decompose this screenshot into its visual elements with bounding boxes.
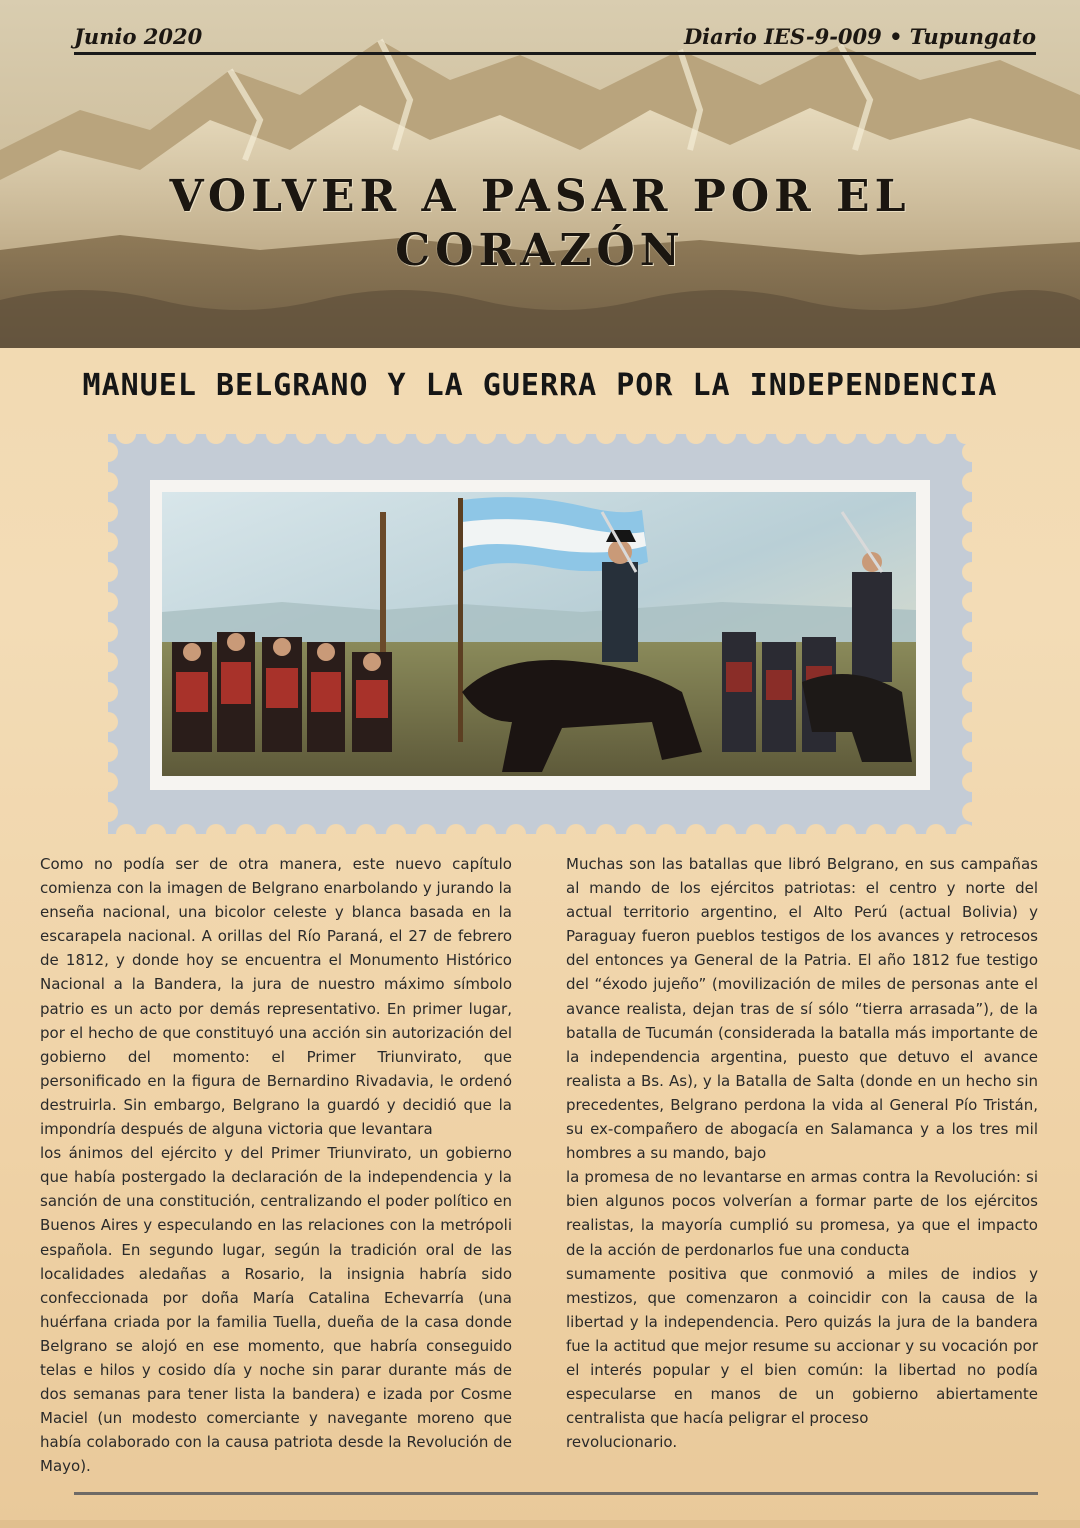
- article-heading: MANUEL BELGRANO Y LA GUERRA POR LA INDEPENDENCIA: [82, 368, 998, 403]
- newspaper-name: Diario IES-9-009 • Tupungato: [683, 24, 1036, 49]
- article-column-right: Muchas son las batallas que libró Belgrano, en sus campañas al mando de los ejércitos patriotas: el centro y norte del actual territorio argentino, el Alto Perú (actual Bolivia) y Paraguay fueron pueblos testigos de los avances y retrocesos del entonces ya General de la Patria. El año 1812 fue testigo del “éxodo jujeño” (movilización de miles de personas ante el avance realista, dejan tras de sí sólo “tierra arrasada”), de la batalla de Tucumán (considerada la batalla más importante de la independencia argentina, puesto que detuvo el avance realista a Bs. As), y la Batalla de Salta (donde en un hecho sin precedentes, Belgrano perdona la vida al General Pío Tristán, su ex-compañero de abogacía en Salamanca y a los tres mil hombres a su mando, bajo la promesa de no levantarse en armas contra la Revolución: si bien algunos pocos volverían a formar parte de los ejércitos realistas, la mayoría cumplió su promesa, ya que el impacto de la acción de perdonarlos fue una conducta sumamente positiva que conmovió a miles de indios y mestizos, que comenzaron a coincidir con la causa de la libertad y la independencia. Pero quizás la jura de la bandera fue la actitud que mejor resume su accionar y su vocación por el interés popular y el bien común: la libertad no podía especularse en manos de un gobierno abiertamente centralista que hacía peligrar el proceso revolucionario.: [566, 855, 1038, 1452]
- footer-rule: [74, 1492, 1038, 1495]
- page-title-line-2: CORAZÓN: [395, 225, 685, 276]
- belgrano-flag-painting: [162, 492, 916, 776]
- painting-image: [162, 492, 916, 776]
- article-column-left: Como no podía ser de otra manera, este nuevo capítulo comienza con la imagen de Belgrano enarbolando y jurando la enseña nacional, una bicolor celeste y blanca basada en la escarapela nacional. A orillas del Río Paraná, el 27 de febrero de 1812, y donde hoy se encuentra el Monumento Histórico Nacional a la Bandera, la jura de nuestro máximo símbolo patrio es un acto por demás representativo. En primer lugar, por el hecho de que constituyó una acción sin autorización del gobierno del momento: el Primer Triunvirato, que personificado en la figura de Bernardino Rivadavia, le ordenó destruirla. Sin embargo, Belgrano la guardó y decidió que la impondría después de alguna victoria que levantara los ánimos del ejército y del Primer Triunvirato, un gobierno que había postergado la declaración de la independencia y la sanción de una constitución, centralizando el poder político en Buenos Aires y especulando en las relaciones con la metrópoli española. En segundo lugar, según la tradición oral de las localidades aledañas a Rosario, la insignia habría sido confeccionada por doña María Catalina Echevarría (una huérfana criada por la familia Tuella, dueña de la casa donde Belgrano se alojó en ese momento, que habría conseguido telas e hilos y cosido día y noche sin parar durante más de dos semanas para tener lista la bandera) e izada por Cosme Maciel (un modesto comerciante y navegante moreno que había colaborado con la causa patriota desde la Revolución de Mayo).: [40, 855, 512, 1476]
- page-title-line-1: VOLVER A PASAR POR EL: [169, 171, 911, 222]
- issue-date: Junio 2020: [74, 24, 203, 49]
- page-bottom-edge: [0, 1520, 1080, 1528]
- masthead: [74, 22, 1036, 52]
- page-title: [40, 170, 1040, 278]
- masthead-rule: [74, 52, 1036, 55]
